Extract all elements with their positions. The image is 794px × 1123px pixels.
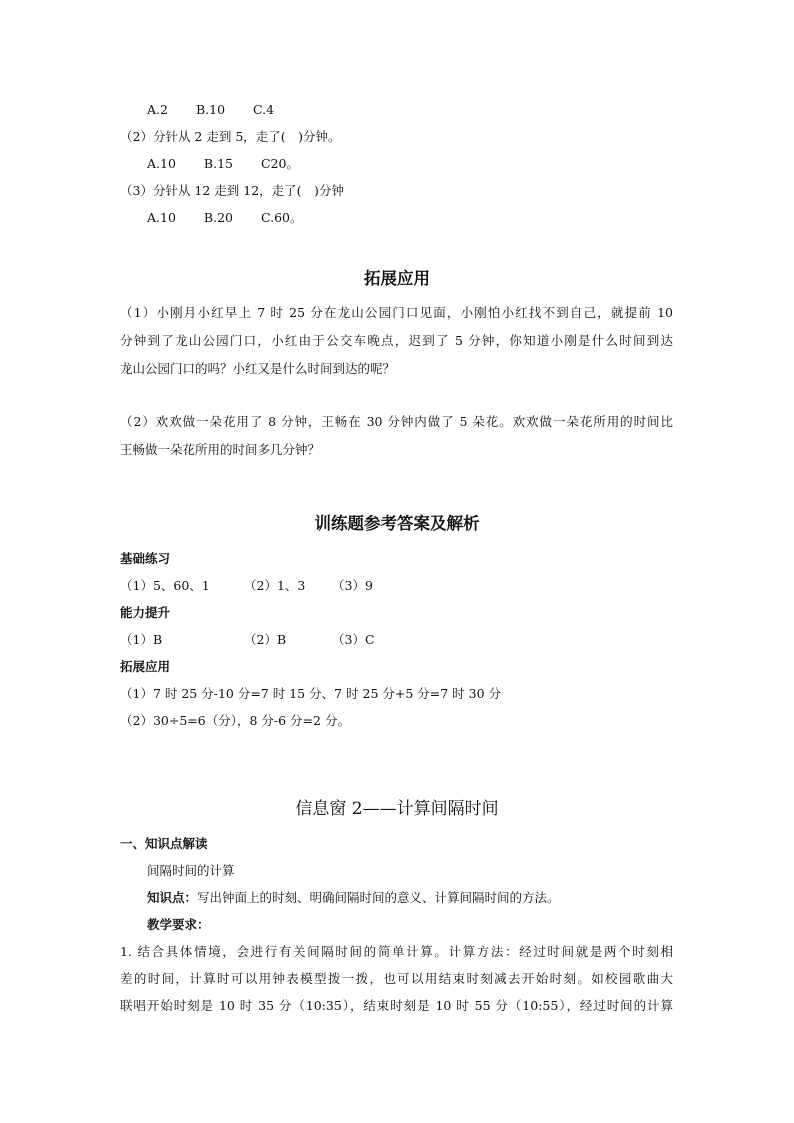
- q3-option-b: B.20: [203, 210, 233, 225]
- ability-answers: [120, 632, 375, 648]
- extension-answer-1: （1）7 时 25 分-10 分=7 时 15 分、7 时 25 分+5 分=7 时 30 分: [120, 686, 502, 701]
- ability-answer-3: （3）C: [332, 632, 375, 647]
- q1-option-c: C.4: [253, 102, 275, 117]
- q2-options: [147, 156, 327, 172]
- ability-label: 能力提升: [120, 605, 171, 620]
- ability-answer-2: （2）B: [244, 632, 287, 647]
- section2-body-line-2: 差的时间，计算时可以用钟表模型拨一拨，也可以用结束时刻减去开始时刻。如校园歌曲大: [120, 971, 673, 986]
- q2-option-a: A.10: [147, 156, 176, 171]
- requirement-label: 教学要求：: [147, 917, 210, 932]
- section2-heading: 一、知识点解读: [120, 836, 208, 851]
- q3-options: [147, 210, 330, 226]
- extension-p2-line-1: （2）欢欢做一朵花用了 8 分钟，王畅在 30 分钟内做了 5 朵花。欢欢做一朵花所用的时间比: [120, 414, 673, 429]
- section2-body-line-1: 1. 结合具体情境，会进行有关间隔时间的简单计算。计算方法：经过时间就是两个时刻相: [120, 944, 673, 959]
- question-3: （3）分针从 12 走到 12，走了( )分钟: [120, 183, 344, 198]
- ability-answer-1: （1）B: [120, 632, 163, 647]
- basic-answer-3: （3）9: [332, 578, 373, 593]
- extension-p2-line-2: 王畅做一朵花所用的时间多几分钟？: [120, 442, 321, 457]
- section2-body-line-3: 联唱开始时刻是 10 时 35 分（10:35），结束时刻是 10 时 55 分（10:55），经过时间的计算: [120, 998, 673, 1013]
- q2-option-c: C20。: [260, 156, 299, 171]
- section2-title: 信息窗 2——计算间隔时间: [295, 799, 499, 819]
- extension-answer-2: （2）30÷5=6（分），8 分-6 分=2 分。: [120, 713, 350, 728]
- question-2: （2）分针从 2 走到 5，走了( )分钟。: [120, 129, 341, 144]
- extension-answer-label: 拓展应用: [120, 659, 171, 674]
- basic-answer-2: （2）1、3: [244, 578, 306, 593]
- basic-label: 基础练习: [120, 551, 171, 566]
- q1-option-a: A.2: [147, 102, 168, 117]
- extension-title: 拓展应用: [364, 269, 430, 288]
- section2-subheading: 间隔时间的计算: [147, 863, 235, 878]
- q3-option-a: A.10: [147, 210, 176, 225]
- extension-p1-line-1: （1）小刚月小红早上 7 时 25 分在龙山公园门口见面，小刚怕小红找不到自己，就提前 10: [120, 305, 673, 320]
- answers-title: 训练题参考答案及解析: [314, 514, 480, 533]
- q1-options: [147, 102, 302, 118]
- basic-answers: [120, 578, 373, 594]
- knowledge-text: 写出钟面上的时刻、明确间隔时间的意义、计算间隔时间的方法。: [197, 890, 560, 905]
- basic-answer-1: （1）5、60、1: [120, 578, 210, 593]
- extension-p1-line-2: 分钟到了龙山公园门口，小红由于公交车晚点，迟到了 5 分钟，你知道小刚是什么时间到达: [120, 333, 673, 348]
- extension-p1-line-3: 龙山公园门口的吗？小红又是什么时间到达的呢？: [120, 361, 396, 376]
- knowledge-point: [147, 890, 560, 906]
- q3-option-c: C.60。: [260, 210, 303, 225]
- q1-option-b: B.10: [195, 102, 226, 117]
- knowledge-label: 知识点：: [147, 890, 198, 905]
- q2-option-b: B.15: [203, 156, 233, 171]
